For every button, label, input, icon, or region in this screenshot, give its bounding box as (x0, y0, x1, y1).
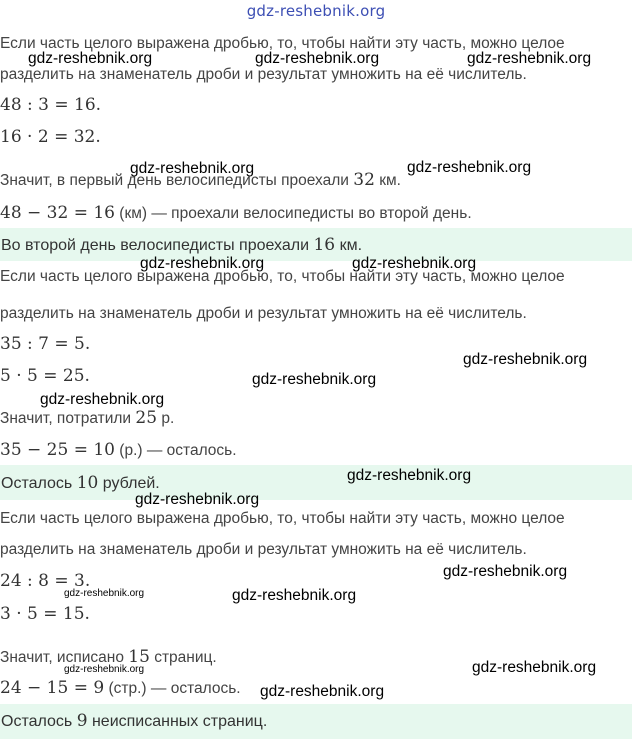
calculation-line: 35 : 7 = 5. (0, 334, 91, 354)
watermark-text: gdz-reshebnik.org (407, 159, 532, 176)
watermark-text: gdz-reshebnik.org (352, 255, 477, 272)
step-text: (км) — проехали велосипедисты во второй день. (115, 205, 472, 222)
answer-unit: км. (335, 237, 363, 254)
answer-text: Осталось (1, 713, 77, 730)
answer-number: 10 (76, 473, 99, 493)
answer-text: Во второй день велосипедисты проехали (1, 237, 314, 254)
rule-line-1: Если часть целого выражена дробью, то, чтобы найти эту часть, можно целое (0, 268, 565, 285)
watermark-text: gdz-reshebnik.org (260, 683, 385, 700)
conclusion-text: Значит, в первый день велосипедисты проехали (0, 172, 354, 189)
conclusion-unit: р. (157, 410, 175, 427)
conclusion-unit: страниц. (149, 649, 217, 666)
conclusion-unit: км. (374, 172, 401, 189)
calculation-line: 24 : 8 = 3. (0, 571, 91, 591)
watermark-text: gdz-reshebnik.org (347, 467, 472, 484)
watermark-text: gdz-reshebnik.org (64, 664, 145, 675)
watermark-text: gdz-reshebnik.org (252, 371, 377, 388)
answer-box (0, 704, 632, 739)
watermark-text: gdz-reshebnik.org (232, 587, 357, 604)
conclusion-text: Значит, исписано (0, 649, 129, 666)
step-text: (стр.) — осталось. (104, 680, 241, 697)
step-math: 35 − 25 = 10 (0, 440, 115, 460)
calculation-line: 48 : 3 = 16. (0, 95, 102, 115)
rule-line-2: разделить на знаменатель дроби и результат умножить на её числитель. (0, 66, 527, 83)
answer-number: 16 (313, 235, 336, 255)
rule-line-2: разделить на знаменатель дроби и результат умножить на её числитель. (0, 541, 527, 558)
step-math: 48 − 32 = 16 (0, 203, 115, 223)
step-text: (р.) — осталось. (115, 442, 237, 459)
rule-line-2: разделить на знаменатель дроби и результат умножить на её числитель. (0, 305, 527, 322)
rule-line-1: Если часть целого выражена дробью, то, чтобы найти эту часть, можно целое (0, 35, 565, 52)
watermark-text: gdz-reshebnik.org (255, 50, 380, 67)
conclusion-number: 25 (135, 408, 158, 428)
site-header-title: gdz-reshebnik.org (246, 2, 386, 20)
watermark-text: gdz-reshebnik.org (472, 659, 597, 676)
calculation-line: 5 · 5 = 25. (0, 366, 90, 386)
conclusion-text: Значит, потратили (0, 410, 136, 427)
step-line (0, 440, 237, 461)
answer-number: 9 (76, 711, 88, 731)
answer-box (0, 465, 632, 500)
answer-unit: рублей. (98, 475, 160, 492)
watermark-text: gdz-reshebnik.org (130, 160, 255, 177)
step-line (0, 678, 241, 699)
conclusion-number: 32 (353, 170, 375, 190)
answer-box (0, 228, 632, 261)
watermark-text: gdz-reshebnik.org (135, 491, 260, 508)
watermark-text: gdz-reshebnik.org (463, 351, 588, 368)
step-math: 24 − 15 = 9 (0, 678, 105, 698)
watermark-text: gdz-reshebnik.org (140, 255, 265, 272)
conclusion-number: 15 (128, 647, 150, 667)
watermark-text: gdz-reshebnik.org (40, 391, 165, 408)
watermark-text: gdz-reshebnik.org (443, 563, 568, 580)
answer-text: Осталось (1, 475, 77, 492)
calculation-line: 3 · 5 = 15. (0, 604, 90, 624)
answer-unit: неисписанных страниц. (87, 713, 268, 730)
watermark-text: gdz-reshebnik.org (28, 50, 153, 67)
step-line (0, 203, 472, 224)
conclusion-line (0, 408, 174, 429)
calculation-line: 16 · 2 = 32. (0, 127, 101, 147)
rule-line-1: Если часть целого выражена дробью, то, чтобы найти эту часть, можно целое (0, 510, 565, 527)
watermark-text: gdz-reshebnik.org (64, 588, 145, 599)
watermark-text: gdz-reshebnik.org (467, 50, 592, 67)
